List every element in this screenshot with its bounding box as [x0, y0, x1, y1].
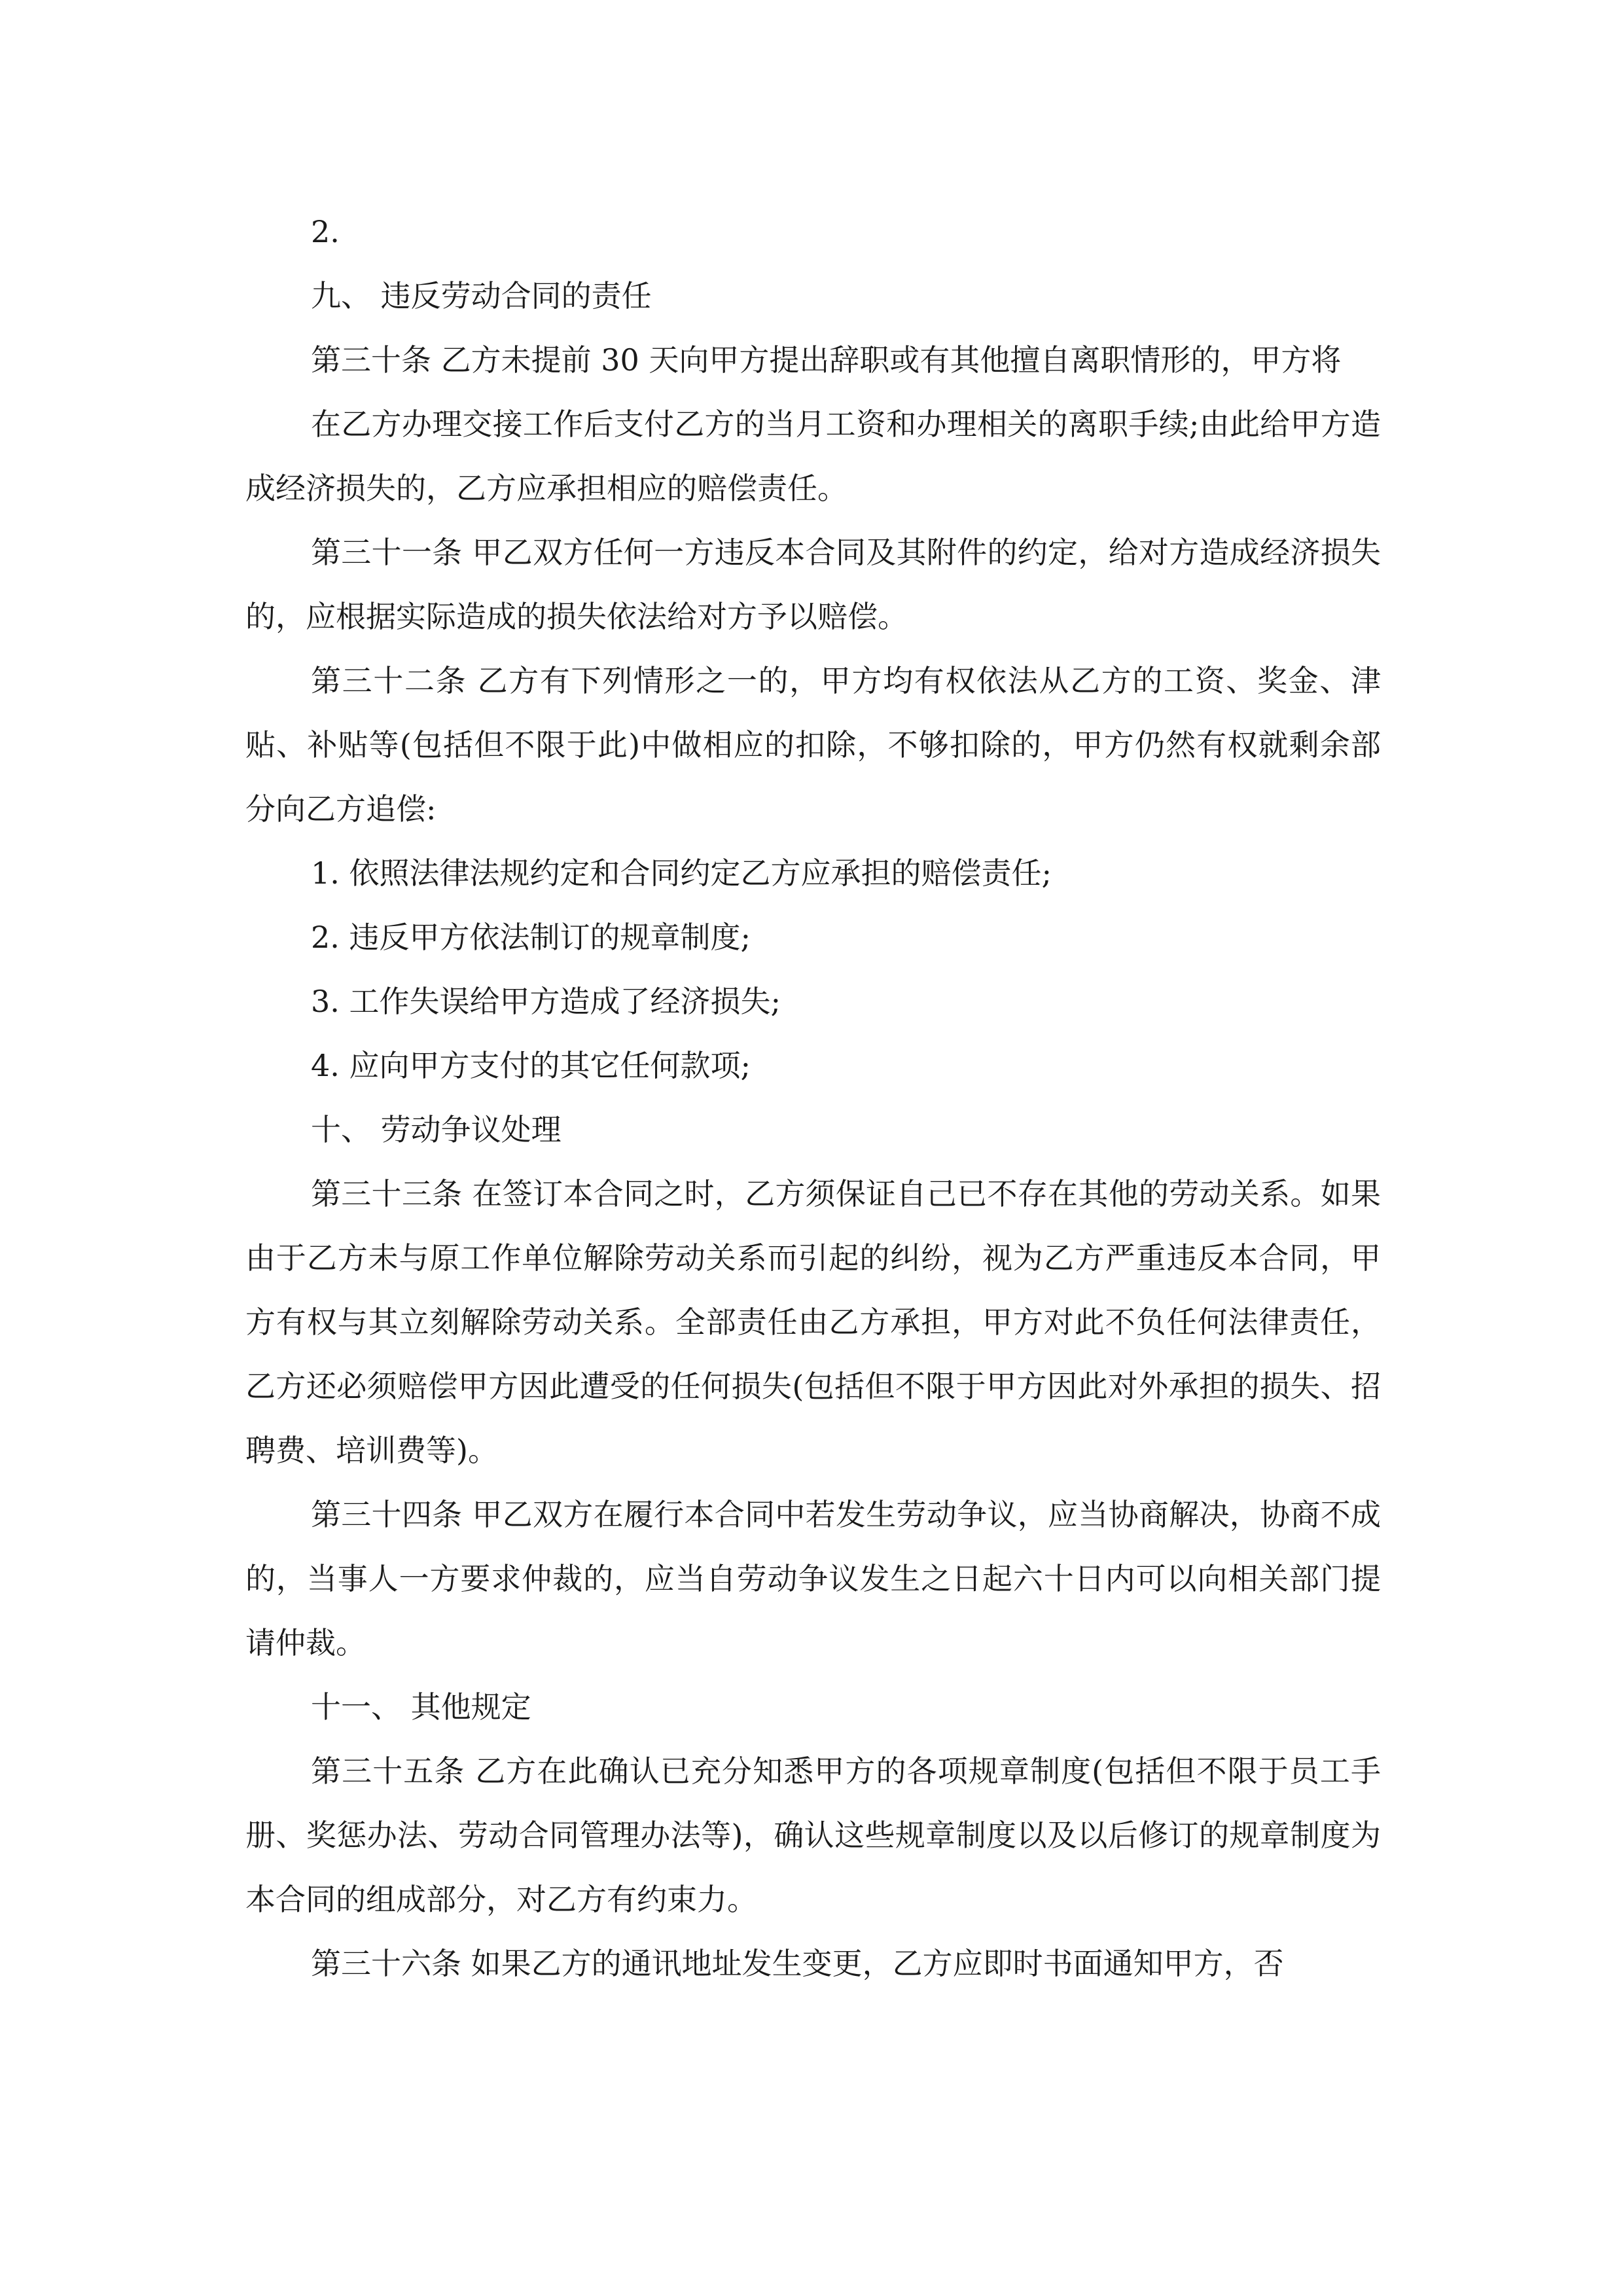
list-item-number: 2.	[311, 214, 340, 249]
article-30: 第三十条 乙方未提前 30 天向甲方提出辞职或有其他擅自离职情形的，甲方将	[311, 342, 1342, 378]
article-36: 第三十六条 如果乙方的通讯地址发生变更，乙方应即时书面通知甲方，否	[311, 1946, 1284, 1981]
list-item: 1. 依照法律法规约定和合同约定乙方应承担的赔偿责任;	[311, 855, 1052, 891]
article-30-continued: 在乙方办理交接工作后支付乙方的当月工资和办理相关的离职手续;由此给甲方造成经济损失的，乙方应承担相应的赔偿责任。	[245, 406, 1381, 506]
section-heading-9: 九、 违反劳动合同的责任	[311, 278, 652, 314]
article-32: 第三十二条 乙方有下列情形之一的，甲方均有权依法从乙方的工资、奖金、津贴、补贴等(包括但不限于此)中做相应的扣除，不够扣除的，甲方仍然有权就剩余部分向乙方追偿:	[245, 663, 1381, 827]
list-item: 2. 违反甲方依法制订的规章制度;	[311, 920, 751, 955]
article-33: 第三十三条 在签订本合同之时，乙方须保证自己已不存在其他的劳动关系。如果由于乙方未与原工作单位解除劳动关系而引起的纠纷，视为乙方严重违反本合同，甲方有权与其立刻解除劳动关系。全部责任由乙方承担，甲方对此不负任何法律责任，乙方还必须赔偿甲方因此遭受的任何损失(包括但不限于甲方因此对外承担的损失、招聘费、培训费等)。	[245, 1176, 1381, 1468]
article-34: 第三十四条 甲乙双方在履行本合同中若发生劳动争议，应当协商解决，协商不成 的，当事人一方要求仲裁的，应当自劳动争议发生之日起六十日内可以向相关部门提请仲裁。	[245, 1497, 1381, 1660]
section-heading-11: 十一、 其他规定	[311, 1689, 531, 1725]
document-body	[245, 200, 1381, 1996]
list-item: 4. 应向甲方支付的其它任何款项;	[311, 1048, 751, 1083]
section-heading-10: 十、 劳动争议处理	[311, 1112, 562, 1147]
list-item: 3. 工作失误给甲方造成了经济损失;	[311, 984, 781, 1019]
article-31: 第三十一条 甲乙双方任何一方违反本合同及其附件的约定，给对方造成经济损失 的，应根据实际造成的损失依法给对方予以赔偿。	[245, 535, 1381, 634]
article-35: 第三十五条 乙方在此确认已充分知悉甲方的各项规章制度(包括但不限于员工手 册、奖惩办法、劳动合同管理办法等)，确认这些规章制度以及以后修订的规章制度为本合同的组成部分，对乙方有约束力。	[245, 1753, 1381, 1917]
